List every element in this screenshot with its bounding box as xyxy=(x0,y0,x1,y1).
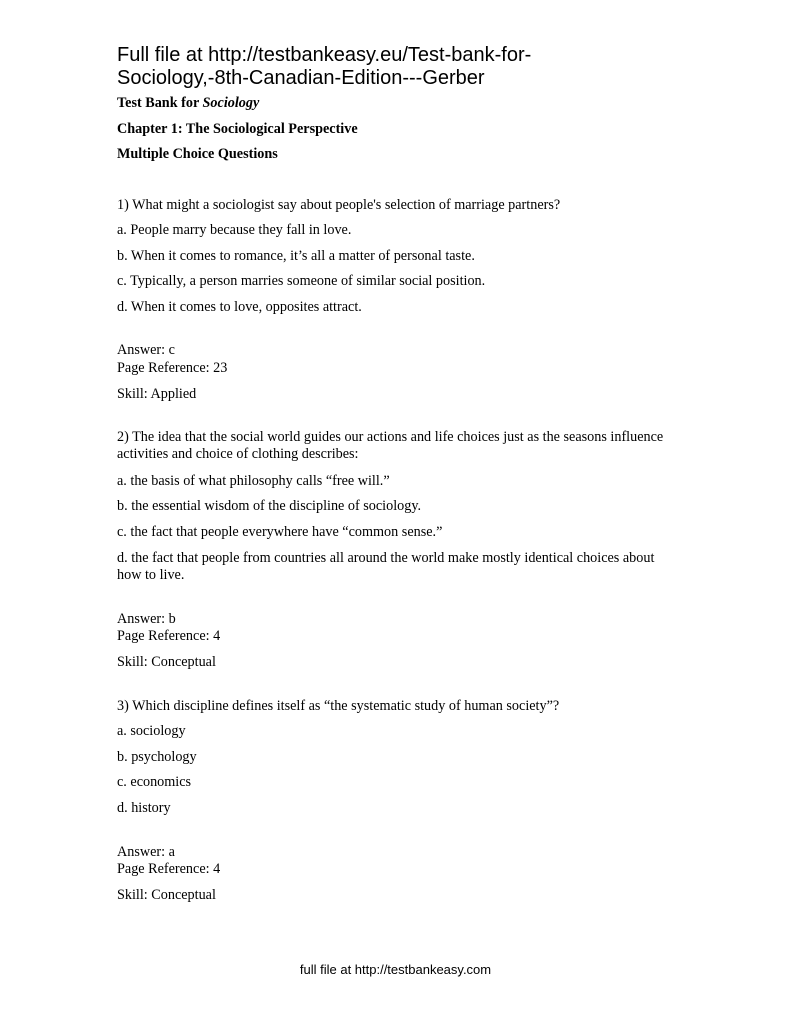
question-2-answer: Answer: b xyxy=(117,611,176,627)
question-2-page-reference: Page Reference: 4 xyxy=(117,628,221,644)
download-banner xyxy=(117,44,717,90)
chapter-heading: Chapter 1: The Sociological Perspective xyxy=(117,121,358,137)
question-1-option-a: a. People marry because they fall in love. xyxy=(117,222,352,238)
question-3-page-reference: Page Reference: 4 xyxy=(117,861,221,877)
question-3-skill: Skill: Conceptual xyxy=(117,887,216,903)
question-2-option-b: b. the essential wisdom of the discipline of sociology. xyxy=(117,498,422,514)
question-1-option-b: b. When it comes to romance, it’s all a matter of personal taste. xyxy=(117,248,475,264)
question-1-page-reference: Page Reference: 23 xyxy=(117,360,228,376)
book-title: Sociology xyxy=(202,95,260,111)
question-1-stem: 1) What might a sociologist say about people's selection of marriage partners? xyxy=(117,197,561,213)
question-2-stem: 2) The idea that the social world guides our actions and life choices just as the seasons influence activities and choice of clothing describes: xyxy=(117,429,664,462)
question-3-option-b: b. psychology xyxy=(117,749,197,765)
question-3-answer: Answer: a xyxy=(117,844,175,860)
test-bank-prefix: Test Bank for xyxy=(117,95,203,111)
test-bank-title xyxy=(117,95,259,112)
question-1-skill: Skill: Applied xyxy=(117,386,197,402)
banner-line-2: Sociology,-8th-Canadian-Edition---Gerber xyxy=(117,67,485,89)
question-3-option-a: a. sociology xyxy=(117,723,186,739)
page-footer: full file at http://testbankeasy.com xyxy=(299,962,492,977)
question-2-skill: Skill: Conceptual xyxy=(117,654,216,670)
question-2-option-c: c. the fact that people everywhere have “common sense.” xyxy=(117,524,443,540)
question-3-stem: 3) Which discipline defines itself as “the systematic study of human society”? xyxy=(117,698,560,714)
banner-line-1: Full file at http://testbankeasy.eu/Test-bank-for- xyxy=(117,44,532,66)
question-2-option-d: d. the fact that people from countries all around the world make mostly identical choices about how to live. xyxy=(117,550,655,583)
question-3-option-d: d. history xyxy=(117,800,171,816)
question-2-option-a: a. the basis of what philosophy calls “free will.” xyxy=(117,473,390,489)
question-3-option-c: c. economics xyxy=(117,774,192,790)
question-1-option-c: c. Typically, a person marries someone of similar social position. xyxy=(117,273,486,289)
question-1-answer: Answer: c xyxy=(117,342,175,358)
question-1-option-d: d. When it comes to love, opposites attract. xyxy=(117,299,362,315)
section-heading: Multiple Choice Questions xyxy=(117,146,278,162)
